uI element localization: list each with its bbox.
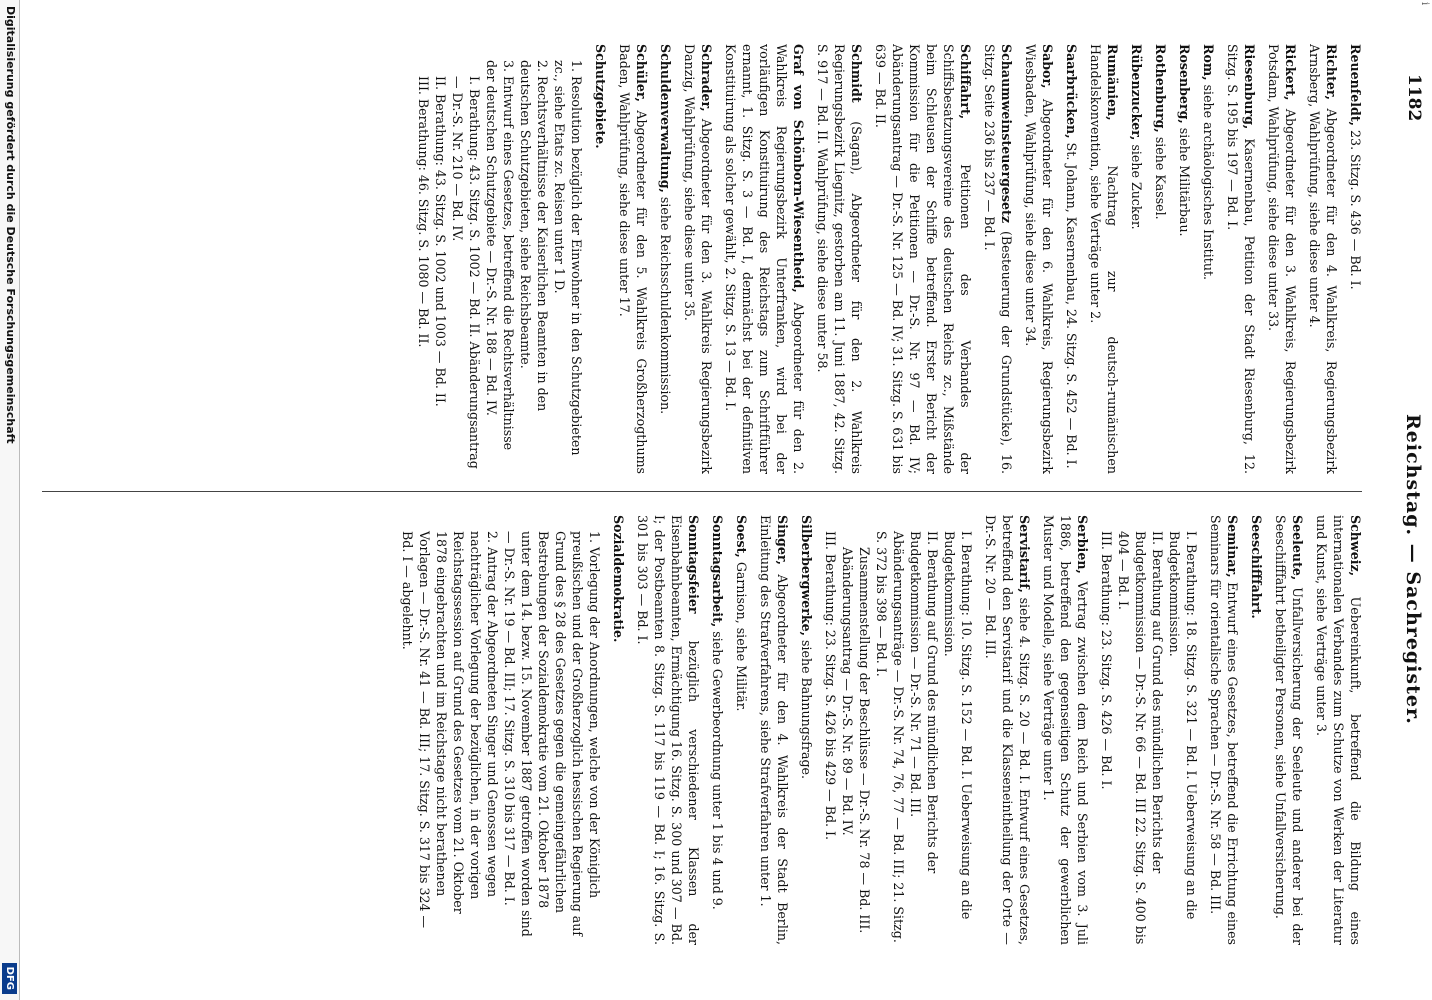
index-entry — [1022, 44, 1056, 474]
entry-text: Nachtrag zur deutsch-rumänischen Handelskonvention, siehe Verträge unter 2. — [1088, 44, 1120, 474]
entry-text: 23. Sitzg. S. 436 — Bd. I. — [1348, 130, 1363, 290]
entry-text: siehe archäologisches Institut. — [1201, 84, 1216, 281]
index-entry — [1200, 44, 1217, 474]
digitization-footer — [0, 0, 20, 1000]
entry-headword: Schuldenverwaltung, — [658, 44, 673, 193]
entry-text: siehe Zucker. — [1129, 144, 1144, 230]
entry-text: bezüglich verschiedener Klassen der Eisenbahnbeamten, Ermächtigung 16. Sitzg. S. 300 und 307 — Bd. I; der Postbeamten 8. Sitzg. S. 117 bis 119 — Bd. I; 16. Sitzg. S. 301 bis 303 — Bd. I. — [635, 515, 701, 945]
entry-headword: Schrader, — [699, 44, 714, 112]
sub-entry: III. Berathung: 23. Sitzg. S. 426 bis 429 — Bd. I. — [823, 531, 838, 841]
left-column — [24, 44, 1364, 474]
entry-headword: Sonntagsfeier — [686, 515, 701, 614]
index-entry — [1087, 44, 1121, 474]
entry-text: siehe Kassel. — [1153, 136, 1168, 220]
index-entry — [592, 44, 609, 474]
entry-headword: Soest, — [734, 515, 749, 558]
entry-text: siehe Militärbau. — [1177, 127, 1192, 237]
index-entry — [1063, 44, 1080, 474]
sub-entry: III. Berathung: 23. Sitzg. S. 426 — Bd. I. — [1099, 531, 1114, 790]
index-entry — [1207, 515, 1241, 945]
sub-entry: II. Berathung auf Grund des mündlichen Berichts der Budgetkommission — Dr.-S. Nr. 66 — Bd. III 22. Sitzg. S. 400 bis 404 — Bd. I. — [1116, 531, 1165, 945]
entry-text: Unfallversicherung der Seeleute und anderer bei der Seeschifffahrt betheiligter Personen, siehe Unfallversicherung. — [1273, 515, 1305, 945]
sub-entry: Zusammenstellung der Beschlüsse — Dr.-S. Nr. 78 — Bd. III. — [857, 547, 872, 934]
index-entry — [610, 515, 627, 945]
index-entry — [1040, 515, 1091, 945]
entry-headword: Servistarif, — [1017, 515, 1032, 593]
index-entry — [1265, 44, 1299, 474]
entry-text: Abgeordneter für den 3. Wahlkreis Regierungsbezirk Danzig, Wahlprüfung, siehe diese unter 35. — [682, 44, 714, 474]
sub-entry: I. Berathung: 18. Sitzg. S. 321 — Bd. I. Ueberweisung an die Budgetkommission. — [1167, 531, 1199, 920]
index-entry — [616, 44, 650, 474]
entry-text: St. Johann, Kasernenbau, 24. Sitzg. S. 452 — Bd. I. — [1064, 142, 1079, 469]
entry-headword: Sonntagsarbeit, — [710, 515, 725, 628]
sub-entry: I. Berathung: 10. Sitzg. S. 152 — Bd. I. Ueberweisung an die Budgetkommission. — [942, 531, 974, 920]
entry-headword: Sozialdemokratie. — [611, 515, 626, 643]
index-entry — [1272, 515, 1306, 945]
index-entry — [681, 44, 715, 474]
entry-headword: Serbien, — [1075, 515, 1090, 574]
entry-text: siehe Reichsschuldenkommission. — [658, 196, 673, 415]
index-entry — [757, 515, 791, 945]
entry-headword: Rom, — [1201, 44, 1216, 81]
index-entry — [981, 44, 1015, 474]
index-entry — [733, 515, 750, 945]
index-entry — [1313, 515, 1364, 945]
entry-text: siehe 4. Sitzg. S. 20 — Bd. I. Entwurf eines Gesetzes, betreffend den Servistarif und die Klasseneintheilung der Orte — Dr.-S. Nr. 20 — Bd. III. — [983, 515, 1032, 945]
sub-entry: 3. Entwurf eines Gesetzes, betreffend die Rechtsverhältnisse der deutschen Schutzgebiete — Dr.-S. Nr. 188 — Bd. IV. — [484, 60, 516, 451]
page-number: 1182 — [1404, 74, 1424, 122]
entry-headword: Rumänien, — [1105, 44, 1120, 121]
entry-headword: Rübenzucker, — [1129, 44, 1144, 141]
entry-text: (Besteuerung der Grundstücke), 16. Sitzg. Seite 236 bis 237 — Bd. I. — [982, 44, 1014, 474]
right-column — [24, 515, 1364, 945]
running-head: Reichstag. — Sachregister. — [1402, 414, 1424, 725]
entry-text: siehe Bahnungsfrage. — [799, 640, 814, 779]
entry-headword: Rosenberg, — [1177, 44, 1192, 124]
page-header — [1384, 74, 1424, 974]
index-entry — [709, 515, 726, 945]
entry-headword: Reuenfeldt, — [1348, 44, 1363, 127]
entry-text: Abgeordneter für den 4. Wahlkreis der Stadt Berlin, Einleitung des Strafverfahrens, siehe Strafverfahren unter 1. — [758, 515, 790, 945]
entry-headword: Rothenburg, — [1153, 44, 1168, 133]
entry-headword: Schiffahrt, — [958, 44, 973, 120]
entry-text: siehe Gewerbeordnung unter 1 bis 4 und 9. — [710, 631, 725, 910]
sub-entry: II. Berathung: 43. Sitzg. S. 1002 und 1003 — Bd. II. — [433, 76, 448, 407]
index-entry — [722, 44, 807, 474]
sub-entry: 1. Vorlegung der Anordnungen, welche von der Königlich preußischen und der Großherzoglich hessischen Regierung auf Grund des § 28 des Gesetzes gegen die gemeingefährlichen Bestrebungen der Sozialdemokratie vom 21. Oktober 1878 unter dem 14. bezw. 15. November 1887 getroffen worden sind — Dr.-S. Nr. 19 — Bd. III; 17. Sitzg. S. 310 bis 317 — Bd. I. — [502, 531, 602, 937]
entry-text: Entwurf eines Gesetzes, betreffend die Errichtung eines Seminars für orientalische Sprachen — Dr.-S. Nr. 58 — Bd. III. — [1208, 515, 1240, 945]
entry-text: Abgeordneter für den 5. Wahlkreis Großherzogthums Baden, Wahlprüfung, siehe diese unter 17. — [617, 44, 649, 474]
entry-text: Petitionen des Verbandes der Schiffsbesatzungsvereine des deutschen Reichs zc., Mißstände beim Schleusen der Schiffe betreffend. Erster Bericht der Kommission für die Petitionen — Dr.-S. Nr. 97 — Bd. IV; Abänderungsantrag — Dr.-S. Nr. 125 — Bd. IV; 31. Sitzg. S. 631 bis 639 — Bd. II. — [873, 44, 973, 474]
entry-headword: Schaumweinsteuergesetz — [999, 44, 1014, 223]
entry-headword: Schweiz, — [1348, 515, 1363, 577]
index-entry — [1224, 44, 1258, 474]
entry-headword: Saarbrücken, — [1064, 44, 1079, 139]
entry-text: Kasernenbau, Petition der Stadt Riesenburg, 12. Sitzg. S. 195 bis 197 — Bd. I. — [1225, 44, 1257, 474]
index-entry — [798, 515, 815, 945]
entry-headword: Rickert, — [1283, 44, 1298, 101]
index-entry — [634, 515, 702, 945]
sub-entry: 1. Resolution bezüglich der Einwohner in den Schutzgebieten zc., siehe Etats zc. Reisen unter 1 D. — [552, 60, 584, 456]
index-entry — [1176, 44, 1193, 474]
entry-headword: Richter, — [1324, 44, 1339, 101]
entry-text: (Sagan), Abgeordneter für den 2. Wahlkreis Regierungsbezirk Liegnitz, gestorben am 11. Juni 1887, 42. Sitzg. S. 917 — Bd. II. Wahlprüfung, siehe diese unter 58. — [815, 44, 864, 474]
entry-headword: Silberbergwerke, — [799, 515, 814, 636]
index-entry — [1128, 44, 1145, 474]
entry-headword: Seminar, — [1225, 515, 1240, 578]
entry-text: Abgeordneter für den 3. Wahlkreis, Regierungsbezirk Potsdam, Wahlprüfung, siehe diese unter 33. — [1266, 44, 1298, 474]
entry-text: Abgeordneter für den 6. Wahlkreis, Regierungsbezirk Wiesbaden, Wahlprüfung, siehe diese unter 34. — [1023, 44, 1055, 474]
dfg-logo: DFG — [2, 963, 17, 994]
entry-text: Abgeordneter für den 4. Wahlkreis, Regierungsbezirk Arnsberg, Wahlprüfung, siehe diese unter 4. — [1307, 44, 1339, 474]
entry-text: Garnison, siehe Militär. — [734, 561, 749, 712]
entry-text: Abgeordneter für den 2. Wahlkreis Regierungsbezirk Unterfranken, wird bei der vorläufigen Konstituirung des Reichstags zum Schriftführer ernannt, 1. Sitzg. S. 3 — Bd. I, demnächst bei der definitiven Konstituirung als solcher gewählt, 2. Sitzg. S. 13 — Bd. I. — [723, 44, 806, 474]
entry-headword: Schutzgebiete. — [593, 44, 608, 149]
entry-headword: Seeschifffahrt. — [1249, 515, 1264, 619]
funding-notice: Digitalisierung gefördert durch die Deutsche Forschungsgemeinschaft — [4, 6, 17, 444]
entry-headword: Singer, — [775, 515, 790, 565]
entry-headword: Sabor, — [1040, 44, 1055, 89]
index-entry — [872, 44, 974, 474]
index-entry — [657, 44, 674, 474]
entry-headword: Riesenburg, — [1242, 44, 1257, 130]
sub-entry: Abänderungsantrag — Dr.-S. Nr. 89 — Bd. IV. — [840, 547, 855, 836]
entry-headword: Seeleute, — [1290, 515, 1305, 581]
sub-entry: I. Berathung: 43. Sitzg. S. 1002 — Bd. II. Abänderungsantrag — Dr.-S. Nr. 210 — Bd. IV. — [450, 76, 482, 469]
entry-text: Vertrag zwischen dem Reich und Serbien vom 3. Juli 1886, betreffend den gegenseitigen Schutz der gewerblichen Muster und Modelle, siehe Verträge unter 1. — [1041, 515, 1090, 945]
index-entry — [814, 44, 865, 474]
sub-entry: III. Berathung: 46. Sitzg. S. 1080 — Bd. II. — [416, 76, 431, 348]
column-divider — [42, 491, 1362, 492]
entry-headword: Schüler, — [634, 44, 649, 102]
entry-headword: Schmidt — [849, 44, 864, 103]
index-entry — [1248, 515, 1265, 945]
entry-text: Uebereinkunft, betreffend die Bildung eines internationalen Verbandes zum Schutze von Werken der Literatur und Kunst, siehe Verträge unter 3. — [1314, 515, 1363, 945]
index-entry — [1306, 44, 1340, 474]
sub-entry: II. Berathung auf Grund des mündlichen Berichts der Budgetkommission — Dr.-S. Nr. 71 — Bd. III. Abänderungsanträge — Dr.-S. Nr. 74, 76, 77 — Bd. III; 21. Sitzg. S. 372 bis 398 — Bd. I. — [874, 531, 940, 943]
sub-entry: 2. Antrag der Abgeordneten Singer und Genossen wegen nachträglicher Vorlegung der bezüglichen, in der vorigen Reichstagssession auf Grund des Gesetzes vom 21. Oktober 1878 eingebrachten und im Reichstage nicht berathenen Vorlagen — Dr.-S. Nr. 41 — Bd. III; 17. Sitzg. S. 317 bis 324 — Bd. I — abgelehnt. — [400, 531, 500, 929]
index-entry — [1152, 44, 1169, 474]
sub-entry: 2. Rechtsverhältnisse der Kaiserlichen Beamten in den deutschen Schutzgebieten, siehe Reichsbeamte. — [518, 60, 550, 412]
index-entry — [982, 515, 1033, 945]
top-mark: i — [1419, 2, 1430, 6]
index-entry — [1347, 44, 1364, 474]
entry-headword: Graf von Schönborn-Wiesentheid, — [791, 44, 806, 293]
